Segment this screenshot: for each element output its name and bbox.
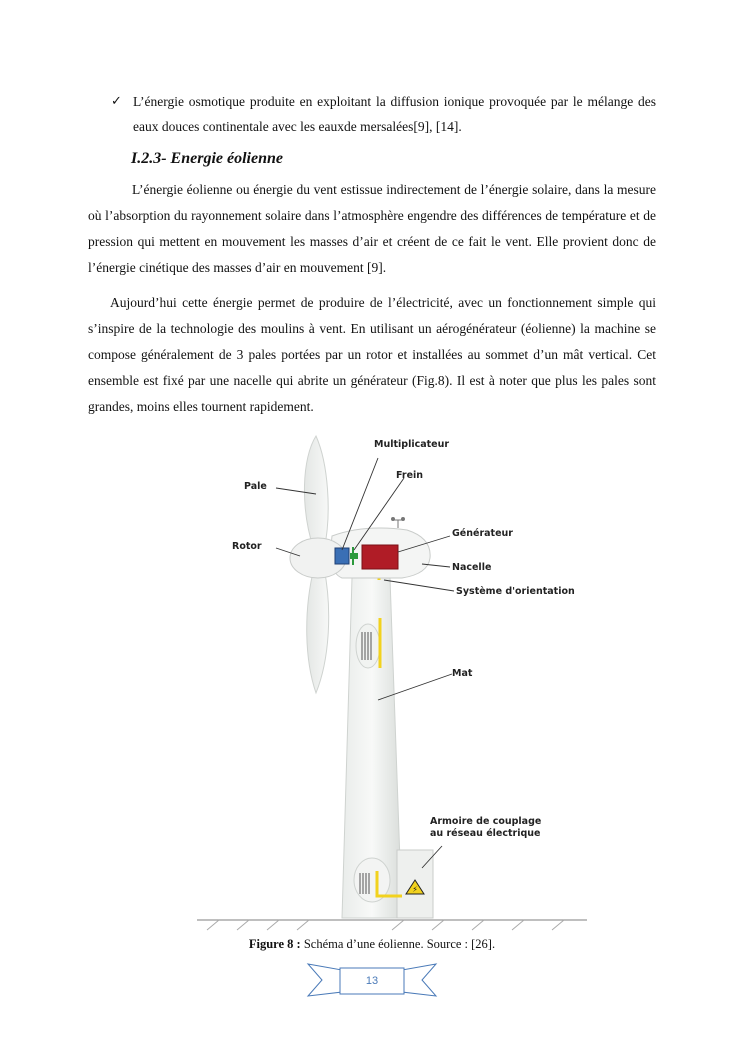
bullet-item xyxy=(111,89,656,139)
figure-caption xyxy=(0,937,744,952)
caption-text: Schéma d’une éolienne. Source : [26]. xyxy=(300,937,496,951)
checkmark-icon: ✓ xyxy=(111,94,122,109)
label-armoire-2: au réseau électrique xyxy=(430,828,541,839)
page-number: 13 xyxy=(365,975,379,987)
paragraph-2: Aujourd’hui cette énergie permet de produire de l’électricité, avec un fonctionnement simple qui s’inspire de la technologie des moulins à vent. En utilisant un aérogénérateur (éolienne) la machine se compose généralement de 3 pales portées par un rotor et installées au sommet d’un mât vertical. Cet ensemble est fixé par une nacelle qui abrite un générateur (Fig.8). Il est à noter que plus les pales sont grandes, moins elles tournent rapidement. xyxy=(88,295,656,414)
label-generateur: Générateur xyxy=(452,528,513,539)
label-orientation: Système d'orientation xyxy=(456,586,575,597)
label-mat: Mat xyxy=(452,668,473,679)
generator xyxy=(362,545,398,569)
label-rotor: Rotor xyxy=(232,541,262,552)
label-armoire-1: Armoire de couplage xyxy=(430,816,542,827)
caption-label: Figure 8 : xyxy=(248,937,301,951)
multiplier xyxy=(335,548,349,564)
bullet-text: L’énergie osmotique produite en exploitant la diffusion ionique provoquée par le mélange des eaux douces continentale avec les eauxde mersalées[9], [14]. xyxy=(133,94,656,134)
ground xyxy=(197,920,587,930)
label-nacelle: Nacelle xyxy=(452,562,492,573)
wind-turbine-diagram xyxy=(192,428,592,933)
anemometer xyxy=(392,518,405,529)
label-multiplicateur: Multiplicateur xyxy=(374,439,450,450)
svg-text:⚡: ⚡ xyxy=(412,885,418,894)
section-heading: I.2.3- Energie éolienne xyxy=(131,150,283,167)
label-frein: Frein xyxy=(396,470,424,481)
blade-bottom xyxy=(307,568,329,693)
tower-ladder xyxy=(356,624,380,668)
label-pale: Pale xyxy=(244,481,267,492)
paragraph-1: L’énergie éolienne ou énergie du vent estissue indirectement de l’énergie solaire, dans la mesure où l’absorption du rayonnement solaire dans l’atmosphère engendre des différences de température et de pression qui mettent en mouvement les masses d’air et créent de ce fait le vent. Elle provient donc de l’énergie cinétique des masses d’air en mouvement [9]. xyxy=(88,182,656,275)
